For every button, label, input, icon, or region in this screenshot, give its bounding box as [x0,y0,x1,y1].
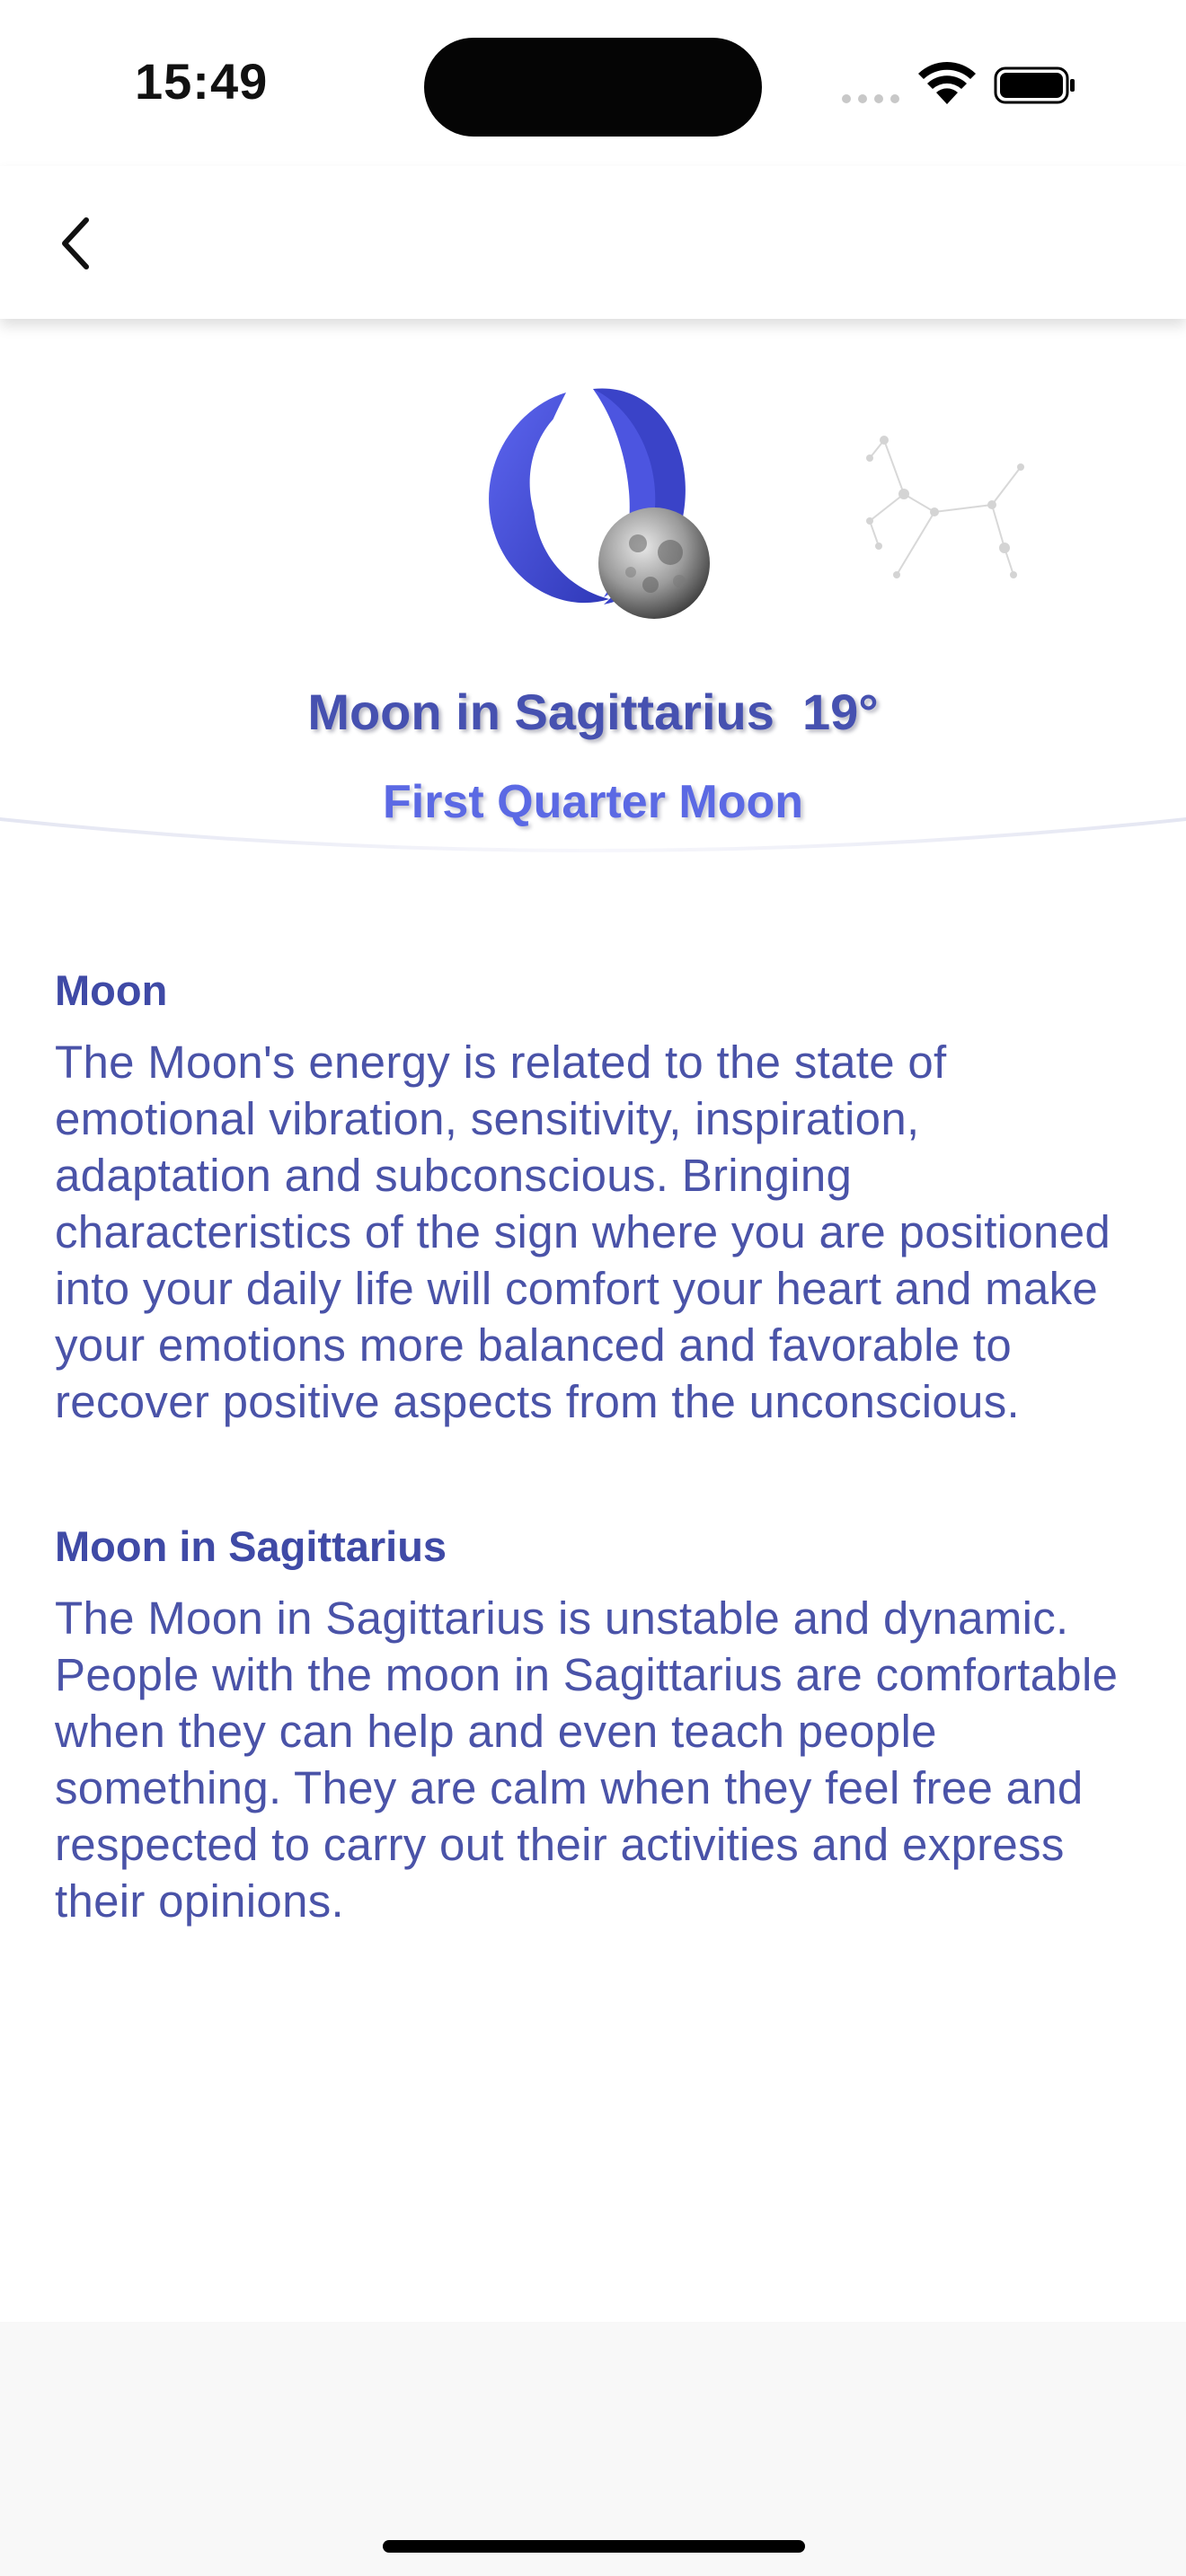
home-indicator[interactable] [383,2540,805,2553]
sagittarius-constellation-icon [861,422,1031,602]
dynamic-island [424,38,762,137]
wifi-icon [916,59,978,108]
back-button[interactable] [36,202,117,283]
description-content [55,948,1133,1929]
section-heading: Moon in Sagittarius [55,1522,447,1570]
moon-phase-subtitle: First Quarter Moon [382,776,804,828]
battery-icon [994,66,1076,104]
navigation-bar [0,166,1186,319]
moon-crescent-icon [458,373,728,642]
section-body: The Moon's energy is related to the state of emotional vibration, sensitivity, inspiration, adaptation and subconscious. Bringing characteristics of the sign where you are positioned into your daily life will comfort your heart and make your emotions more balanced and favorable to recover positive aspects from the unconscious. [55,1037,1111,1427]
section-body: The Moon in Sagittarius is unstable and dynamic. People with the moon in Sagittarius are comfortable when they can help and even teach people something. They are calm when they feel free and respected to carry out their activities and express their opinions. [55,1592,1119,1927]
chevron-left-icon [36,202,117,283]
section-moon [55,948,1133,1430]
bottom-safe-area [0,2322,1186,2576]
section-moon-in-sagittarius [55,1504,1133,1929]
status-bar [0,0,1186,166]
placement-title: Moon in Sagittarius 19° [307,684,879,740]
cellular-signal-icon [841,93,902,104]
section-heading: Moon [55,966,168,1014]
status-time: 15:49 [135,53,269,110]
moon-header [0,319,1186,885]
